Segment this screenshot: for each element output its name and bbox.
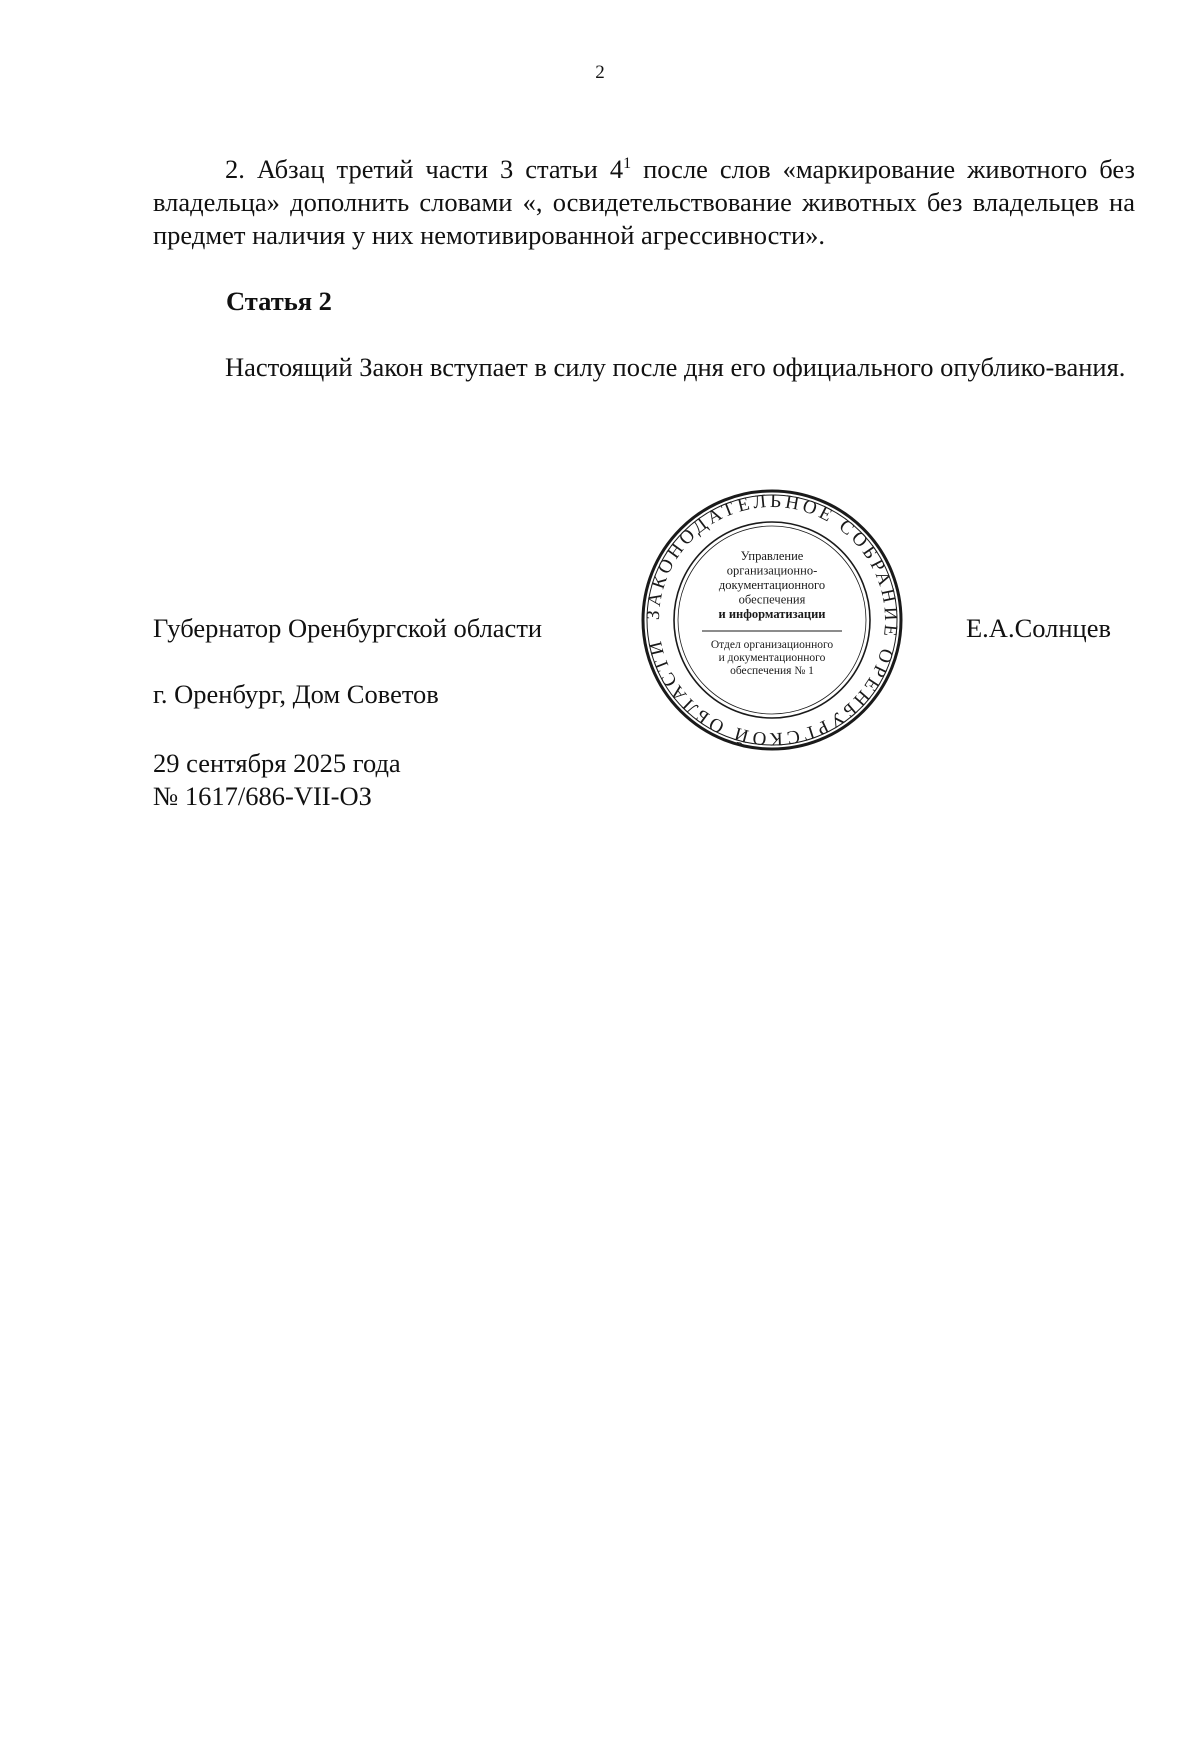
signatory-name: Е.А.Солнцев — [966, 613, 1112, 643]
seal-department-text — [711, 639, 834, 677]
seal-department-line: Отдел организационного — [710, 639, 834, 651]
seal-inner-line: обеспечения — [738, 592, 806, 607]
seal-inner-line: документационного — [718, 578, 826, 592]
paragraph2-text-start: 2. Абзац третий части 3 статьи 4 — [225, 154, 624, 184]
article1-paragraph2 — [153, 153, 1135, 252]
seal-inner-line: и информатизации — [718, 607, 826, 621]
article-superscript: 1 — [623, 155, 632, 173]
page-number: 2 — [595, 62, 605, 83]
seal-inner-text — [719, 549, 826, 621]
article2-text: Настоящий Закон вступает в силу после дня его официального опублико-вания. — [225, 352, 1126, 382]
law-number: № 1617/686-VII-ОЗ — [153, 781, 372, 811]
seal-department-line: и документационного — [718, 652, 826, 664]
paragraph2-text-end: после слов «маркирование животного без владельца» дополнить словами «, освидетельствование животных без владельцев на предмет наличия у них немотивированной агрессивности». — [153, 154, 1135, 250]
seal-inner-line: организационно- — [726, 563, 818, 578]
seal-department-line: обеспечения № 1 — [730, 665, 814, 677]
signatory-title: Губернатор Оренбургской области — [153, 613, 543, 643]
signing-place: г. Оренбург, Дом Советов — [153, 679, 439, 709]
official-seal — [640, 488, 904, 752]
article2-heading: Статья 2 — [226, 286, 332, 316]
signing-date: 29 сентября 2025 года — [153, 748, 401, 778]
seal-graphic — [640, 488, 904, 752]
seal-inner-line: Управление — [740, 549, 804, 563]
seal-outer-text: ЗАКОНОДАТЕЛЬНОЕ СОБРАНИЕ ОРЕНБУРГСКОЙ ОБЛАСТИ — [642, 490, 902, 750]
